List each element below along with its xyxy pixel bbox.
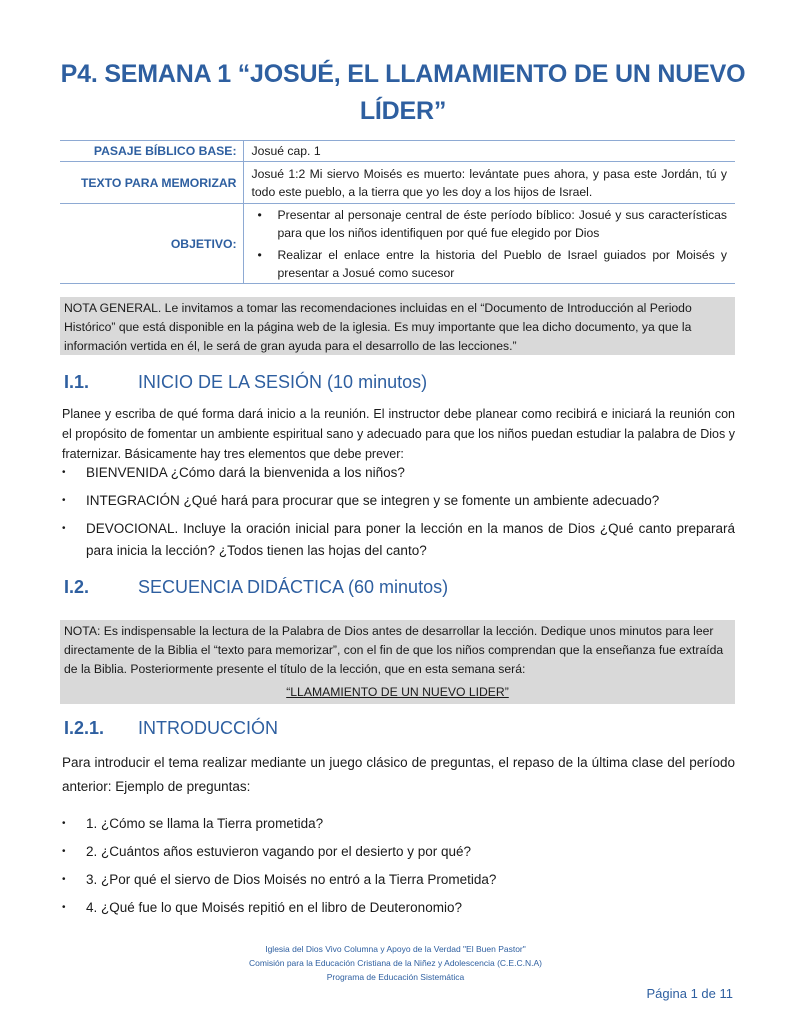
objetivo-label: OBJETIVO:: [60, 204, 243, 284]
texto-label: TEXTO PARA MEMORIZAR: [60, 162, 243, 204]
section-heading-introduccion: [64, 716, 278, 740]
footer-line: Programa de Educación Sistemática: [326, 972, 465, 982]
list-item: [252, 246, 728, 282]
list-item-text: INTEGRACIÓN ¿Qué hará para procurar que se integren y se fomente un ambiente adecuado?: [86, 493, 660, 508]
section-paragraph: Para introducir el tema realizar mediante un juego clásico de preguntas, el repaso de la última clase del período anterior: Ejemplo de preguntas:: [62, 755, 735, 794]
bullet-icon: •: [62, 874, 66, 885]
bullet-icon: •: [62, 846, 66, 857]
list-item: [62, 490, 735, 512]
bullet-icon: •: [62, 818, 66, 829]
nota-lectura: [60, 620, 735, 704]
list-item: [62, 897, 735, 919]
nota-general: NOTA GENERAL. Le invitamos a tomar las recomendaciones incluidas en el “Documento de Introducción al Periodo Histórico” que está disponible en la página web de la iglesia. Es muy importante que lea dicho documento, ya que la información vertida en él, le será de gran ayuda para el desarrollo de las lecciones.”: [60, 297, 735, 355]
section-title: SECUENCIA DIDÁCTICA (60 minutos): [138, 577, 449, 597]
bullet-icon: •: [62, 467, 66, 478]
bullet-icon: •: [62, 495, 66, 506]
section-number: I.2.: [64, 577, 90, 597]
page-title: P4. SEMANA 1 “JOSUÉ, EL LLAMAMIENTO DE UN NUEVO LÍDER”: [60, 60, 746, 125]
list-item: [62, 813, 735, 835]
list-item: [62, 518, 735, 562]
texto-row: [60, 162, 735, 204]
page-footer: [0, 942, 791, 984]
objetivo-row: [60, 204, 735, 284]
section-title: INICIO DE LA SESIÓN (10 minutos): [138, 372, 428, 392]
bullet-icon: •: [257, 247, 262, 262]
footer-line: Comisión para la Educación Cristiana de la Niñez y Adolescencia (C.E.C.N.A): [249, 958, 542, 968]
list-item-text: BIENVENIDA ¿Cómo dará la bienvenida a los niños?: [86, 465, 405, 480]
list-item: [62, 869, 735, 891]
section-title: INTRODUCCIÓN: [138, 718, 278, 738]
section-number: I.2.1.: [64, 718, 105, 738]
list-item: [252, 206, 728, 242]
footer-line: Iglesia del Dios Vivo Columna y Apoyo de la Verdad "El Buen Pastor": [265, 944, 526, 954]
question-text: 2. ¿Cuántos años estuvieron vagando por el desierto y por qué?: [86, 844, 471, 859]
list-item: [62, 841, 735, 863]
objetivo-text: Presentar al personaje central de éste período bíblico: Josué y sus características para que los niños identifiquen por qué fue elegido por Dios: [277, 207, 727, 240]
section-heading-secuencia: [64, 575, 448, 599]
objetivo-list-cell: [243, 204, 735, 284]
lesson-title: “LLAMAMIENTO DE UN NUEVO LIDER”: [286, 685, 509, 699]
list-item: [62, 462, 735, 484]
pasaje-label: PASAJE BÍBLICO BASE:: [60, 141, 243, 162]
section-paragraph: Planee y escriba de qué forma dará inicio a la reunión. El instructor debe planear como recibirá e iniciará la reunión con el propósito de fomentar un ambiente espiritual sano y adecuado para que los niños puedan estudiar la palabra de Dios y fraternizar. Básicamente hay tres elementos que debe prever:: [62, 407, 735, 461]
pasaje-row: [60, 141, 735, 162]
objetivo-list: [252, 206, 728, 282]
texto-value: Josué 1:2 Mi siervo Moisés es muerto: levántate pues ahora, y pasa este Jordán, tú y todo este pueblo, a la tierra que yo les doy a los hijos de Israel.: [251, 166, 727, 199]
objetivo-text: Realizar el enlace entre la historia del Pueblo de Israel guiados por Moisés y presentar a Josué como sucesor: [277, 247, 727, 280]
section-number: I.1.: [64, 372, 90, 392]
question-text: 1. ¿Cómo se llama la Tierra prometida?: [86, 816, 324, 831]
question-text: 3. ¿Por qué el siervo de Dios Moisés no entró a la Tierra Prometida?: [86, 872, 497, 887]
question-text: 4. ¿Qué fue lo que Moisés repitió en el libro de Deuteronomio?: [86, 900, 462, 915]
lesson-info-table: [60, 140, 735, 284]
section-heading-inicio: [64, 370, 427, 394]
pasaje-value: Josué cap. 1: [251, 144, 321, 158]
list-item-text: DEVOCIONAL. Incluye la oración inicial para poner la lección en la manos de Dios ¿Qué canto preparará para inicia la lección? ¿Todos tienen las hojas del canto?: [86, 521, 735, 558]
bullet-icon: •: [62, 902, 66, 913]
bullet-icon: •: [62, 523, 66, 534]
page-number: Página 1 de 11: [646, 986, 733, 1001]
bullet-icon: •: [257, 207, 262, 222]
nota-text: NOTA: Es indispensable la lectura de la Palabra de Dios antes de desarrollar la lección. Dedique unos minutos para leer directamente de la Biblia el “texto para memorizar”, con el fin de que los niños comprendan que la enseñanza fue extraída de la Biblia. Posteriormente presente el título de la lección, que en esta semana será:: [64, 624, 724, 676]
